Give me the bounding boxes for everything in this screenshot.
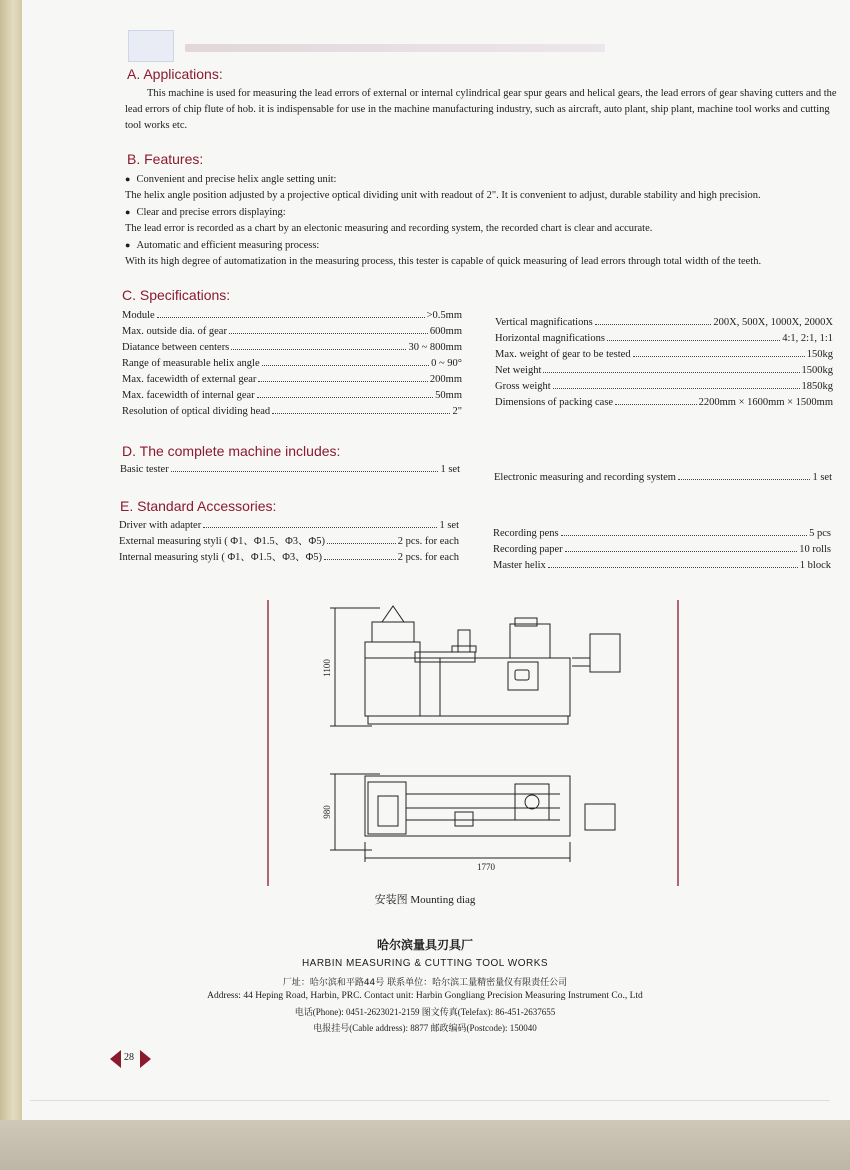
spec-row [494, 470, 832, 486]
spec-row [495, 315, 833, 331]
spec-row [122, 308, 462, 324]
spec-value: 5 pcs [809, 528, 831, 539]
spec-row [120, 462, 460, 478]
leader-dots [548, 567, 798, 568]
phone-line: 电话(Phone): 0451-2623021-2159 图文传真(Telefax): 86-451-2637655 [294, 1007, 556, 1017]
spec-label: Recording pens [493, 528, 559, 539]
spec-label: Max. outside dia. of gear [122, 326, 227, 337]
features-list [125, 171, 830, 270]
spec-label: Master helix [493, 560, 546, 571]
address-en: Address: 44 Heping Road, Harbin, PRC. Contact unit: Harbin Gongliang Precision Measuring Instrument Co., Ltd [207, 991, 643, 1001]
machine-right [494, 470, 832, 486]
faint-logo-icon [128, 30, 174, 62]
spec-value: 1 set [812, 472, 832, 483]
leader-dots [258, 381, 428, 382]
applications-text: This machine is used for measuring the lead errors of external or internal cylindrical gear spur gears and helical gears, the lead errors of gear shaving cutters and the lead errors of chip flute of hob. it is indispensable for use in the machine manufacturing industry, such as aircraft, auto plant, ship plant, machine tool works and cutting tool works etc. [125, 88, 837, 131]
spec-row [493, 558, 831, 574]
feature-text: With its high degree of automatization in the measuring process, this tester is capable of quick measuring of lead errors through total width of the teeth. [125, 256, 762, 267]
company-name-en: HARBIN MEASURING & CUTTING TOOL WORKS [301, 958, 549, 969]
spec-label: Range of measurable helix angle [122, 358, 260, 369]
spec-value: 200mm [429, 374, 462, 385]
spec-label: Vertical magnifications [495, 317, 593, 328]
spec-label: Basic tester [120, 464, 169, 475]
feature-text: The lead error is recorded as a chart by an electonic measuring and recording system, the recorded chart is clear and accurate. [125, 223, 653, 234]
feature-bullet: ● Automatic and efficient measuring process: [125, 237, 830, 254]
mounting-diagram [260, 596, 680, 892]
spec-value: 1 block [799, 560, 831, 571]
feature-bullet: ● Convenient and precise helix angle setting unit: [125, 171, 830, 188]
spec-label: Recording paper [493, 544, 563, 555]
dimension-depth: 980 [322, 805, 332, 819]
spec-label: Max. facewidth of external gear [122, 374, 257, 385]
spec-row [493, 542, 831, 558]
spec-row [119, 550, 459, 566]
spec-value: 2 pcs. for each [397, 536, 459, 547]
spec-row [495, 379, 833, 395]
spec-row [493, 526, 831, 542]
spec-value: 1500kg [801, 365, 833, 376]
spec-row [495, 331, 833, 347]
spec-label: Electronic measuring and recording system [494, 472, 676, 483]
next-page-arrow-icon [140, 1050, 151, 1068]
heading-accessories: E. Standard Accessories: [120, 498, 277, 514]
spec-value: 0 ~ 90° [431, 358, 462, 369]
leader-dots [565, 551, 798, 552]
dimension-length: 1770 [477, 862, 495, 872]
leader-dots [553, 388, 800, 389]
spec-row [119, 534, 459, 550]
heading-specifications: C. Specifications: [122, 287, 231, 303]
spec-label: Resolution of optical dividing head [122, 406, 271, 417]
spec-label: Dimensions of packing case [495, 397, 614, 408]
spec-label: Internal measuring styli ( Φ1、Φ1.5、Φ3、Φ5) [119, 552, 323, 563]
machine-left [120, 462, 460, 478]
spec-label: Diatance between centers [122, 342, 230, 353]
leader-dots [327, 543, 396, 544]
spec-label: Module [122, 310, 155, 321]
spec-value: 150kg [806, 349, 833, 360]
specifications-right [495, 315, 833, 411]
leader-dots [543, 372, 799, 373]
spec-value: 30 ~ 800mm [408, 342, 462, 353]
leader-dots [171, 471, 439, 472]
leader-dots [203, 527, 437, 528]
spec-row [122, 356, 462, 372]
leader-dots [633, 356, 805, 357]
spec-value: 2200mm × 1600mm × 1500mm [698, 397, 833, 408]
spec-value: 200X, 500X, 1000X, 2000X [713, 317, 833, 328]
spec-row [122, 324, 462, 340]
spec-row [495, 363, 833, 379]
spec-value: 50mm [435, 390, 462, 401]
heading-features: B. Features: [127, 151, 204, 167]
drawing-caption: 安装图 Mounting diag [374, 894, 476, 906]
spec-value: 1 set [439, 520, 459, 531]
spec-value: 600mm [429, 326, 462, 337]
spec-label: Max. weight of gear to be tested [495, 349, 631, 360]
cable-line: 电报挂号(Cable address): 8877 邮政编码(Postcode): 150040 [313, 1023, 537, 1033]
specifications-left [122, 308, 462, 420]
spec-value: 2" [452, 406, 462, 417]
spec-row [122, 372, 462, 388]
spec-label: Horizontal magnifications [495, 333, 605, 344]
spec-row [122, 340, 462, 356]
spec-row [495, 347, 833, 363]
spec-value: 10 rolls [799, 544, 831, 555]
leader-dots [615, 404, 697, 405]
spec-value: 2 pcs. for each [397, 552, 459, 563]
heading-machine: D. The complete machine includes: [122, 443, 341, 459]
page-number: 28 [124, 1052, 134, 1063]
leader-dots [595, 324, 712, 325]
spec-label: Gross weight [495, 381, 551, 392]
feature-bullet: ● Clear and precise errors displaying: [125, 204, 830, 221]
spec-label: Driver with adapter [119, 520, 202, 531]
company-name-cn: 哈尔滨量具刃具厂 [376, 938, 473, 952]
leader-dots [262, 365, 429, 366]
spec-value: 1850kg [801, 381, 833, 392]
leader-dots [231, 349, 406, 350]
prev-page-arrow-icon [110, 1050, 121, 1068]
leader-dots [229, 333, 428, 334]
spec-value: >0.5mm [426, 310, 462, 321]
leader-dots [272, 413, 450, 414]
spec-row [122, 404, 462, 420]
spec-value: 1 set [440, 464, 460, 475]
spec-label: Max. facewidth of internal gear [122, 390, 255, 401]
leader-dots [561, 535, 808, 536]
faint-header-band [185, 44, 605, 52]
accessories-right [493, 526, 831, 574]
leader-dots [324, 559, 396, 560]
spec-row [495, 395, 833, 411]
heading-applications: A. Applications: [127, 66, 223, 82]
leader-dots [157, 317, 425, 318]
spec-row [119, 518, 459, 534]
dimension-height: 1100 [322, 659, 332, 677]
leader-dots [257, 397, 434, 398]
scan-background [0, 1120, 850, 1170]
spec-label: External measuring styli ( Φ1、Φ1.5、Φ3、Φ5) [119, 536, 325, 547]
spec-row [122, 388, 462, 404]
feature-text: The helix angle position adjusted by a projective optical dividing unit with readout of 2". It is convenient to adjust, durable stability and high precision. [125, 190, 761, 201]
applications-text-block [125, 86, 837, 134]
spec-label: Net weight [495, 365, 542, 376]
spec-value: 4:1, 2:1, 1:1 [782, 333, 833, 344]
address-cn: 厂址：哈尔滨和平路44号 联系单位：哈尔滨工量精密量仪有限责任公司 [282, 978, 568, 988]
accessories-left [119, 518, 459, 566]
leader-dots [678, 479, 811, 480]
leader-dots [607, 340, 780, 341]
